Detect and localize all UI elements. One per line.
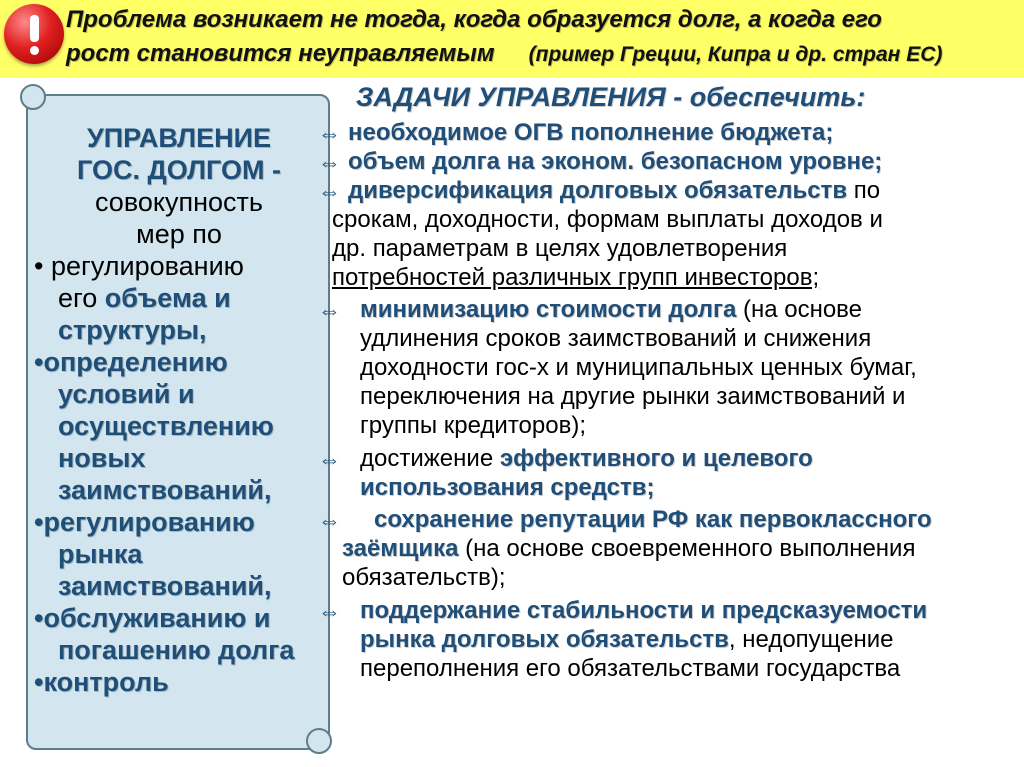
double-arrow-icon: ⇔ (318, 149, 341, 175)
definition-line-2: мер по (136, 219, 222, 249)
bullet-2-line-2: условий и (58, 379, 195, 409)
task-item-5: ⇔ достижение эффективного и целевого использования средств; (318, 445, 813, 501)
bullet-4-line-1: •обслуживанию и (34, 603, 271, 633)
bullet-2-line-4: новых (58, 443, 146, 473)
task-item-6: ⇔ сохранение репутации РФ как первоклассного заёмщика (на основе своевременного выполнения обязательств); (318, 506, 932, 591)
bullet-1-line-2: его объема и (58, 283, 231, 313)
definition-line-1: совокупность (95, 187, 263, 217)
warning-icon (4, 4, 64, 64)
bullet-1-line-1: • регулированию (34, 251, 244, 281)
tasks-list (318, 118, 1018, 683)
double-arrow-icon: ⇔ (318, 178, 341, 204)
definition-text (34, 122, 324, 698)
double-arrow-icon: ⇔ (318, 120, 341, 146)
bullet-2-line-1: •определению (34, 347, 228, 377)
double-arrow-icon: ⇔ (318, 446, 341, 472)
bullet-5: •контроль (34, 667, 169, 697)
task-item-1: ⇔ необходимое ОГВ пополнение бюджета; (318, 119, 834, 146)
bullet-2-line-5: заимствований, (58, 475, 272, 505)
double-arrow-icon: ⇔ (318, 507, 341, 533)
definition-heading-1: УПРАВЛЕНИЕ (86, 123, 272, 153)
task-item-3: ⇔ диверсификация долговых обязательств по срокам, доходности, формам выплаты доходов и др. параметрам в целях удовлетворения потребностей различных групп инвесторов; (318, 177, 883, 291)
bullet-3-line-1: •регулированию (34, 507, 255, 537)
banner-line-2: рост становится неуправляемым (пример Греции, Кипра и др. стран ЕС) (66, 40, 943, 67)
task-item-4: ⇔ минимизацию стоимости долга (на основе удлинения сроков заимствований и снижения доходности гос-х и муниципальных ценных бумаг, переключения на другие рынки заимствований и группы кредиторов); (318, 296, 917, 439)
bullet-2-line-3: осуществлению (58, 411, 274, 441)
bullet-list (34, 250, 324, 698)
tasks-title: ЗАДАЧИ УПРАВЛЕНИЯ - обеспечить: (356, 82, 866, 112)
banner-text (66, 3, 1016, 72)
bullet-1-line-3: структуры, (58, 315, 207, 345)
banner-line-1: Проблема возникает не тогда, когда образуется долг, а когда его (66, 6, 882, 33)
task-item-2: ⇔ объем долга на эконом. безопасном уровне; (318, 148, 883, 175)
bullet-4-line-2: погашению долга (58, 635, 295, 665)
scroll-curl-bottom (306, 728, 332, 754)
bullet-3-line-2: рынка (58, 539, 143, 569)
bullet-3-line-3: заимствований, (58, 571, 272, 601)
top-banner (0, 0, 1024, 78)
double-arrow-icon: ⇔ (318, 598, 341, 624)
scroll-curl-top (20, 84, 46, 110)
task-item-7: ⇔ поддержание стабильности и предсказуемости рынка долговых обязательств, недопущение переполнения его обязательствами государства (318, 597, 928, 682)
definition-scroll (20, 84, 332, 754)
banner-note: (пример Греции, Кипра и др. стран ЕС) (528, 43, 943, 66)
double-arrow-icon: ⇔ (318, 297, 341, 323)
definition-heading-2: ГОС. ДОЛГОМ - (77, 155, 281, 185)
